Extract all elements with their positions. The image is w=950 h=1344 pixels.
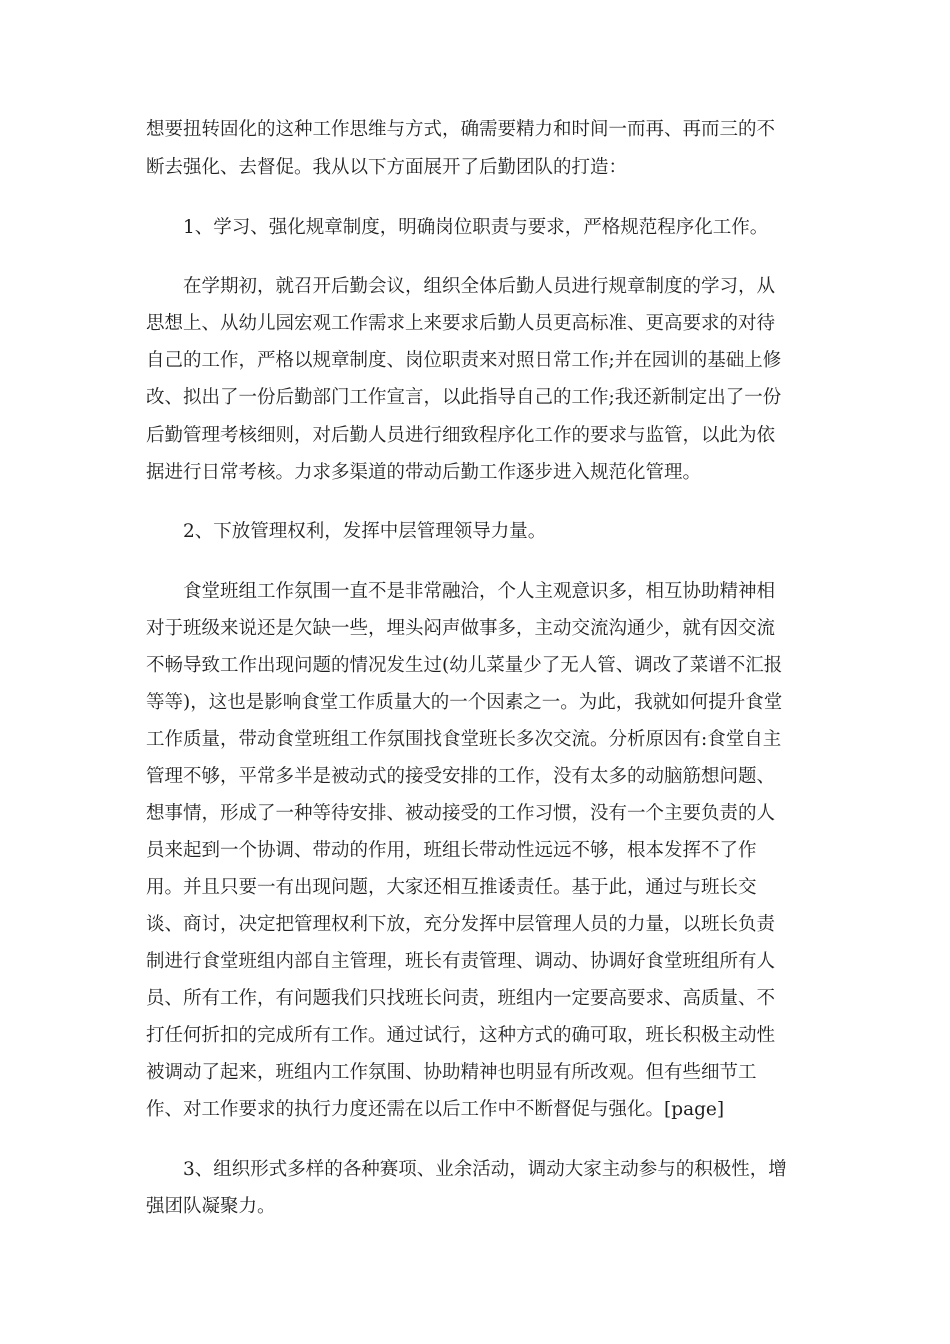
section-heading: 3、组织形式多样的各种赛项、业余活动，调动大家主动参与的积极性，增 (183, 1159, 787, 1180)
text-line: 自己的工作，严格以规章制度、岗位职责来对照日常工作;并在园训的基础上修 (146, 350, 782, 371)
text-line: 作、对工作要求的执行力度还需在以后工作中不断督促与强化。[page] (146, 1099, 725, 1120)
text-line: 等等)，这也是影响食堂工作质量大的一个因素之一。为此，我就如何提升食堂 (146, 692, 783, 713)
text-line: 员来起到一个协调、带动的作用，班组长带动性远远不够，根本发挥不了作 (146, 840, 757, 861)
text-line: 据进行日常考核。力求多渠道的带动后勤工作逐步进入规范化管理。 (146, 462, 702, 483)
section-heading: 2、下放管理权利，发挥中层管理领导力量。 (183, 521, 547, 542)
text-line: 后勤管理考核细则，对后勤人员进行细致程序化工作的要求与监管，以此为依 (146, 425, 776, 446)
text-line: 被调动了起来，班组内工作氛围、协助精神也明显有所改观。但有些细节工 (146, 1062, 757, 1083)
section-heading: 1、学习、强化规章制度，明确岗位职责与要求，严格规范程序化工作。 (183, 217, 769, 238)
text-line: 改、拟出了一份后勤部门工作宣言，以此指导自己的工作;我还新制定出了一份 (146, 387, 782, 408)
text-line: 制进行食堂班组内部自主管理，班长有责管理、调动、协调好食堂班组所有人 (146, 951, 776, 972)
text-line: 对于班级来说还是欠缺一些，埋头闷声做事多，主动交流沟通少，就有因交流 (146, 618, 776, 639)
text-line: 思想上、从幼儿园宏观工作需求上来要求后勤人员更高标准、更高要求的对待 (146, 313, 776, 334)
text-line: 管理不够，平常多半是被动式的接受安排的工作，没有太多的动脑筋想问题、 (146, 766, 776, 787)
text-line: 在学期初，就召开后勤会议，组织全体后勤人员进行规章制度的学习，从 (183, 276, 776, 297)
text-line: 想要扭转固化的这种工作思维与方式，确需要精力和时间一而再、再而三的不 (146, 119, 776, 140)
text-line: 员、所有工作，有问题我们只找班长问责，班组内一定要高要求、高质量、不 (146, 988, 776, 1009)
text-line: 谈、商讨，决定把管理权利下放，充分发挥中层管理人员的力量，以班长负责 (146, 914, 776, 935)
text-line: 打任何折扣的完成所有工作。通过试行，这种方式的确可取，班长积极主动性 (146, 1025, 776, 1046)
text-line: 不畅导致工作出现问题的情况发生过(幼儿菜量少了无人管、调改了菜谱不汇报 (146, 655, 783, 676)
text-line: 工作质量，带动食堂班组工作氛围找食堂班长多次交流。分析原因有:食堂自主 (146, 729, 782, 750)
text-line: 用。并且只要一有出现问题，大家还相互推诿责任。基于此，通过与班长交 (146, 877, 757, 898)
text-line: 想事情，形成了一种等待安排、被动接受的工作习惯，没有一个主要负责的人 (146, 803, 776, 824)
text-line: 强团队凝聚力。 (146, 1196, 276, 1217)
text-line: 食堂班组工作氛围一直不是非常融洽，个人主观意识多，相互协助精神相 (183, 581, 776, 602)
text-line: 断去强化、去督促。我从以下方面展开了后勤团队的打造： (146, 157, 628, 178)
